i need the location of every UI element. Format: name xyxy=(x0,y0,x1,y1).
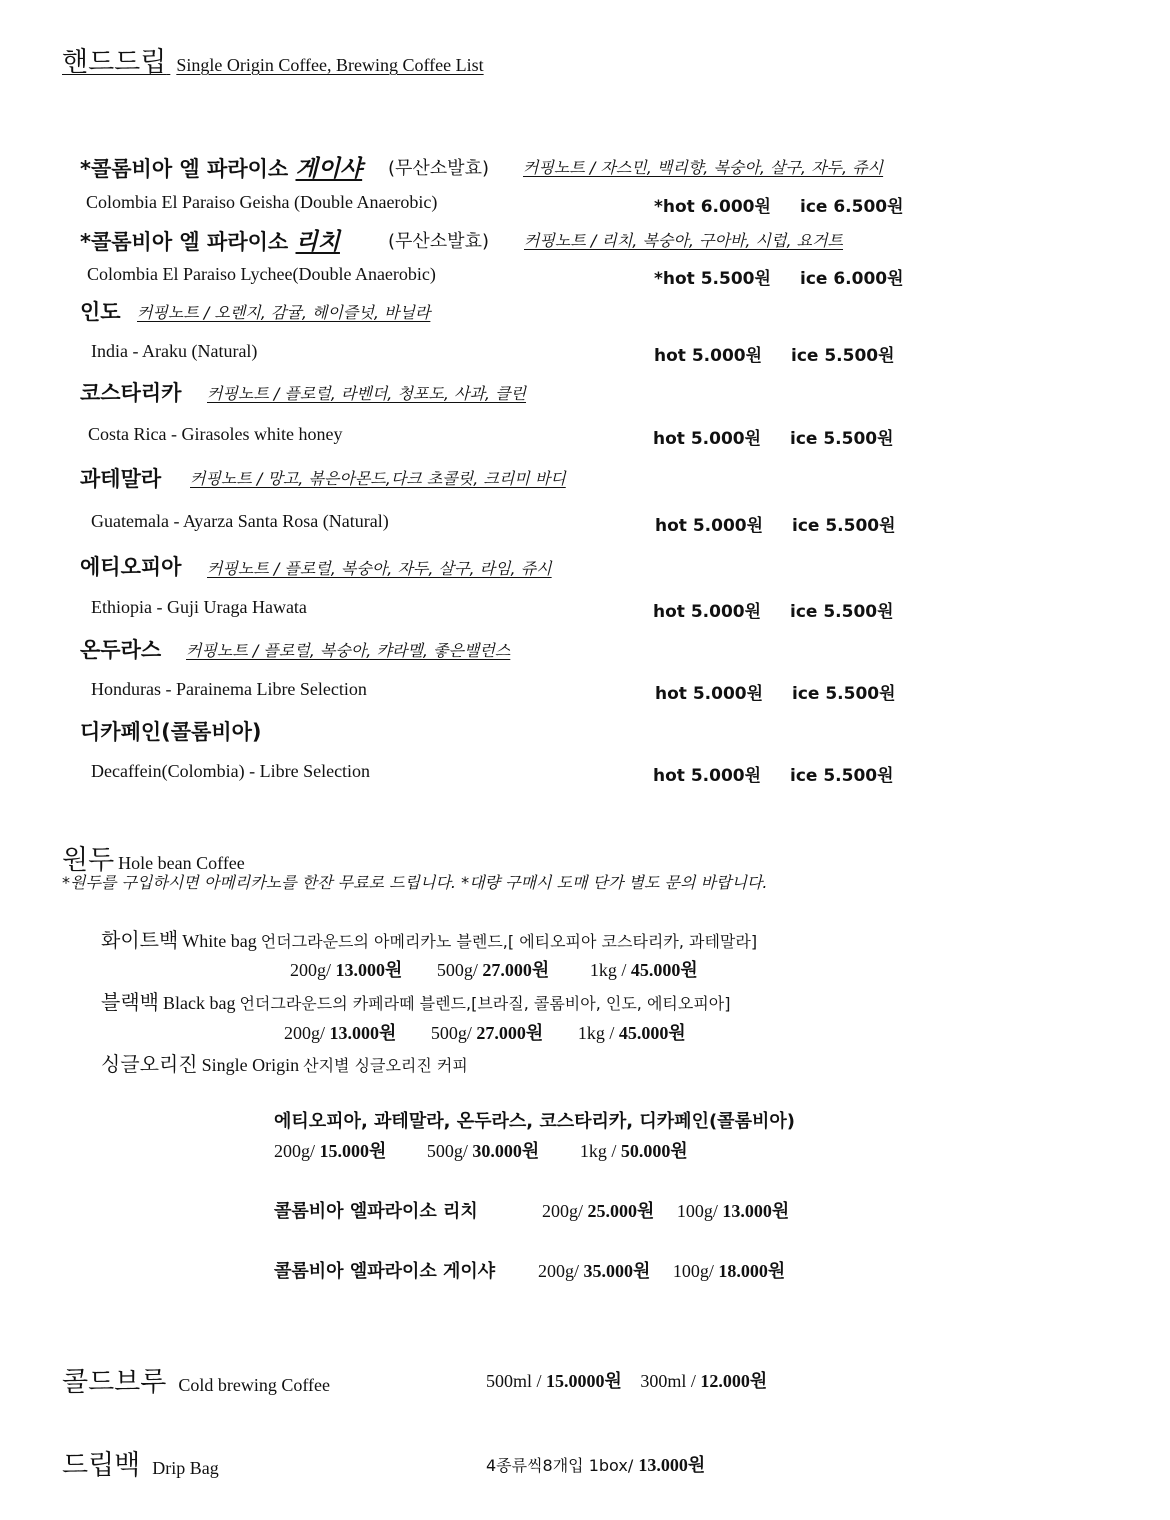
cupping-notes: 커핑노트 / 망고, 볶은아몬드,다크 초콜릿, 크리미 바디 xyxy=(190,469,566,488)
cold-brew-heading xyxy=(62,1360,330,1399)
volume: 300ml / xyxy=(640,1371,701,1391)
price-hot: *hot 5.500원 xyxy=(654,269,771,289)
black-bag-prices xyxy=(284,1019,686,1045)
price-hot: *hot 6.000원 xyxy=(654,197,771,217)
item-name-en: Colombia El Paraiso Lychee(Double Anaerobic) xyxy=(87,264,436,284)
price-ice: ice 6.500원 xyxy=(800,197,904,217)
hand-drip-title-en: Single Origin Coffee, Brewing Coffee List xyxy=(176,55,484,75)
menu-item-lychee xyxy=(80,223,340,256)
geisha-bean-prices xyxy=(538,1257,785,1283)
cupping-notes: 커핑노트 / 리치, 복숭아, 구아바, 시럽, 요거트 xyxy=(524,231,844,250)
weight: 200g/ xyxy=(290,960,336,980)
item-name-en: Costa Rica - Girasoles white honey xyxy=(88,424,343,444)
weight: 1kg / xyxy=(589,960,631,980)
weight: 200g/ xyxy=(538,1261,584,1281)
drip-bag-heading xyxy=(62,1443,219,1482)
lychee-bean-name: 콜롬비아 엘파라이소 리치 xyxy=(274,1201,478,1222)
menu-item-geisha xyxy=(80,150,362,183)
price-hot: hot 5.000원 xyxy=(655,516,764,536)
white-bag-prices xyxy=(290,956,698,982)
price-hot: hot 5.000원 xyxy=(653,429,762,449)
cupping-notes: 커핑노트 / 플로럴, 복숭아, 캬라멜, 좋은밸런스 xyxy=(186,641,511,660)
item-name-en: Honduras - Parainema Libre Selection xyxy=(91,679,367,699)
price-hot: hot 5.000원 xyxy=(653,766,762,786)
white-bag-en: White bag xyxy=(182,931,257,951)
drip-bag-title-ko: 드립백 xyxy=(62,1450,141,1481)
weight: 1kg / xyxy=(579,1141,621,1161)
weight: 200g/ xyxy=(542,1201,588,1221)
price: 15.000원 xyxy=(319,1141,387,1161)
black-bag-line xyxy=(101,986,730,1015)
single-origin-ko: 싱글오리진 xyxy=(101,1052,198,1076)
item-name-ko: 온두라스 xyxy=(80,638,162,662)
single-origin-en: Single Origin xyxy=(201,1055,300,1075)
price-hot: hot 5.000원 xyxy=(654,346,763,366)
price: 12.000원 xyxy=(700,1371,768,1391)
item-name-ko: 디카페인(콜롬비아) xyxy=(80,720,262,744)
cold-brew-prices xyxy=(486,1367,767,1393)
cupping-notes: 커핑노트 / 자스민, 백리향, 복숭아, 살구, 자두, 쥬시 xyxy=(523,158,884,177)
price: 45.000원 xyxy=(630,960,698,980)
single-origin-countries: 에티오피아, 과테말라, 온두라스, 코스타리카, 디카페인(콜롬비아) xyxy=(274,1111,795,1132)
white-bag-line xyxy=(101,924,757,953)
item-name-emph: 게이샤 xyxy=(295,156,363,182)
price: 27.000원 xyxy=(482,960,550,980)
cold-brew-title-ko: 콜드브루 xyxy=(62,1367,167,1398)
price: 13.000원 xyxy=(638,1455,706,1475)
drip-bag-title-en: Drip Bag xyxy=(152,1458,219,1478)
hand-drip-title-ko: 핸드드립 xyxy=(62,47,167,78)
single-origin-prices xyxy=(274,1137,688,1163)
white-bag-ko: 화이트백 xyxy=(101,928,179,952)
weight: 200g/ xyxy=(274,1141,320,1161)
item-name-ko: *콜롬비아 엘 파라이소 xyxy=(80,230,296,254)
drip-bag-desc: 4종류씩8개입 1box/ xyxy=(486,1456,639,1475)
price-ice: ice 5.500원 xyxy=(792,516,896,536)
weight: 500g/ xyxy=(426,1141,473,1161)
item-method: (무산소발효) xyxy=(388,158,489,179)
geisha-bean-name: 콜롬비아 엘파라이소 게이샤 xyxy=(274,1261,496,1282)
black-bag-desc: 언더그라운드의 카페라떼 블렌드,[브라질, 콜롬비아, 인도, 에티오피아] xyxy=(239,994,731,1013)
price: 30.000원 xyxy=(472,1141,540,1161)
price: 35.000원 xyxy=(583,1261,651,1281)
drip-bag-price-line xyxy=(486,1451,705,1477)
cupping-notes: 커핑노트 / 플로럴, 복숭아, 자두, 살구, 라임, 쥬시 xyxy=(207,559,552,578)
price: 15.0000원 xyxy=(546,1371,622,1391)
price: 50.000원 xyxy=(620,1141,688,1161)
cold-brew-title-en: Cold brewing Coffee xyxy=(178,1375,330,1395)
price-ice: ice 5.500원 xyxy=(790,602,894,622)
lychee-bean-prices xyxy=(542,1197,789,1223)
price: 27.000원 xyxy=(476,1023,544,1043)
price-ice: ice 5.500원 xyxy=(792,684,896,704)
weight: 500g/ xyxy=(430,1023,477,1043)
hand-drip-heading xyxy=(62,40,484,79)
weight: 200g/ xyxy=(284,1023,330,1043)
price-ice: ice 5.500원 xyxy=(791,346,895,366)
price-hot: hot 5.000원 xyxy=(655,684,764,704)
price: 45.000원 xyxy=(618,1023,686,1043)
weight: 1kg / xyxy=(577,1023,619,1043)
black-bag-en: Black bag xyxy=(162,993,236,1013)
item-name-ko: 에티오피아 xyxy=(80,555,182,579)
item-name-en: Colombia El Paraiso Geisha (Double Anaerobic) xyxy=(86,192,438,212)
weight: 100g/ xyxy=(672,1261,719,1281)
beans-note: *원두를 구입하시면 아메리카노를 한잔 무료로 드립니다. *대량 구매시 도매 단가 별도 문의 바랍니다. xyxy=(62,873,768,892)
price: 18.000원 xyxy=(718,1261,786,1281)
beans-title-en: Hole bean Coffee xyxy=(118,853,245,873)
volume: 500ml / xyxy=(486,1371,547,1391)
weight: 100g/ xyxy=(676,1201,723,1221)
price: 13.000원 xyxy=(722,1201,790,1221)
item-name-emph: 리치 xyxy=(295,229,340,255)
cupping-notes: 커핑노트 / 오렌지, 감귤, 헤이즐넛, 바닐라 xyxy=(137,303,431,322)
cupping-notes: 커핑노트 / 플로럴, 라벤더, 청포도, 사과, 클린 xyxy=(207,384,527,403)
single-origin-line xyxy=(101,1048,468,1077)
beans-title-ko: 원두 xyxy=(62,845,115,876)
price-ice: ice 5.500원 xyxy=(790,766,894,786)
single-origin-desc: 산지별 싱글오리진 커피 xyxy=(303,1056,468,1075)
item-name-en: Decaffein(Colombia) - Libre Selection xyxy=(91,761,371,781)
item-name-ko: 코스타리카 xyxy=(80,381,182,405)
item-name-en: Guatemala - Ayarza Santa Rosa (Natural) xyxy=(91,511,389,531)
price-hot: hot 5.000원 xyxy=(653,602,762,622)
item-name-ko: 인도 xyxy=(80,300,121,324)
weight: 500g/ xyxy=(436,960,483,980)
price: 13.000원 xyxy=(329,1023,397,1043)
price: 13.000원 xyxy=(335,960,403,980)
item-method: (무산소발효) xyxy=(388,231,489,252)
item-name-en: Ethiopia - Guji Uraga Hawata xyxy=(91,597,307,617)
price: 25.000원 xyxy=(587,1201,655,1221)
price-ice: ice 5.500원 xyxy=(790,429,894,449)
item-name-en: India - Araku (Natural) xyxy=(91,341,258,361)
price-ice: ice 6.000원 xyxy=(800,269,904,289)
white-bag-desc: 언더그라운드의 아메리카노 블렌드,[ 에티오피아 코스타리카, 과테말라] xyxy=(260,932,758,951)
item-name-ko: 과테말라 xyxy=(80,467,162,491)
black-bag-ko: 블랙백 xyxy=(101,990,159,1014)
item-name-ko: *콜롬비아 엘 파라이소 xyxy=(80,157,296,181)
